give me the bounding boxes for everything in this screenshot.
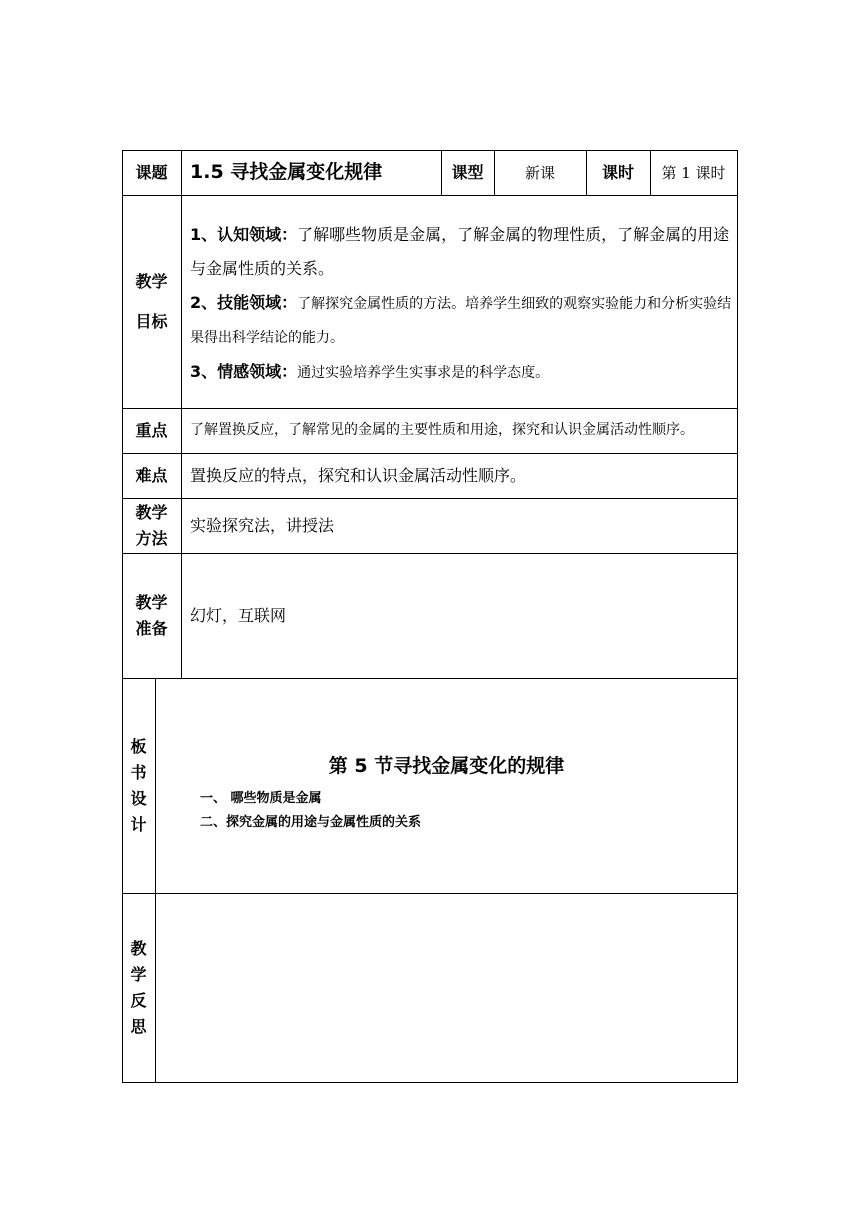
objective-title: 1、认知领域： [190,225,298,244]
topic-label: 课题 [135,162,168,182]
reflection-label-char: 学 [130,964,147,984]
period-value: 第 1 课时 [661,164,726,182]
period-label: 课时 [601,162,634,182]
difficulties-label: 难点 [135,465,168,485]
objective-item-affective [190,355,732,390]
board-label-char: 板 [130,736,147,756]
reflection-label-char: 教 [130,938,147,958]
methods-label [122,498,181,553]
preparation-label-line2: 准备 [135,618,168,638]
type-value: 新课 [524,164,555,182]
board-item: 一、 哪些物质是金属 [200,791,322,806]
topic-title: 1.5 寻找金属变化规律 [190,161,383,183]
methods-label-line2: 方法 [135,528,168,548]
board-title: 第 5 节寻找金属变化的规律 [328,754,565,777]
difficulties-text: 置换反应的特点，探究和认识金属活动性顺序。 [190,466,527,485]
key-points-text: 了解置换反应，了解常见的金属的主要性质和用途，探究和认识金属活动性顺序。 [190,422,694,438]
type-label: 课型 [451,162,484,182]
objective-text: 通过实验培养学生实事求是的科学态度。 [297,365,550,381]
preparation-label [122,553,181,678]
board-label-char: 设 [130,788,147,808]
objective-text: 了解哪些物质是金属，了解金属的物理性质，了解金属的用途与金属性质的关系。 [190,225,730,278]
objective-title: 3、情感领域： [190,362,298,381]
methods-label-line1: 教学 [135,502,168,522]
reflection-content [156,894,737,1082]
board-label-char: 书 [130,762,147,782]
preparation-text: 幻灯，互联网 [190,606,287,625]
objectives-label [122,195,181,408]
objectives-label-line1: 教学 [135,271,168,291]
reflection-label [122,893,155,1082]
board-label [122,678,155,893]
objective-text: 了解探究金属性质的方法。培养学生细致的观察实验能力和分析实验结果得出科学结论的能力。 [190,296,732,346]
reflection-label-char: 反 [130,990,147,1010]
methods-text: 实验探究法，讲授法 [190,516,335,535]
board-label-char: 计 [130,814,147,834]
preparation-label-line1: 教学 [135,592,168,612]
reflection-label-char: 思 [130,1016,147,1036]
objective-item-cognitive [190,218,732,286]
objectives-content [190,218,732,390]
objectives-label-line2: 目标 [135,311,168,331]
objective-title: 2、技能领域： [190,293,298,312]
objective-item-skill [190,286,732,355]
board-item: 二、探究金属的用途与金属性质的关系 [200,815,422,830]
key-points-label: 重点 [135,420,168,440]
